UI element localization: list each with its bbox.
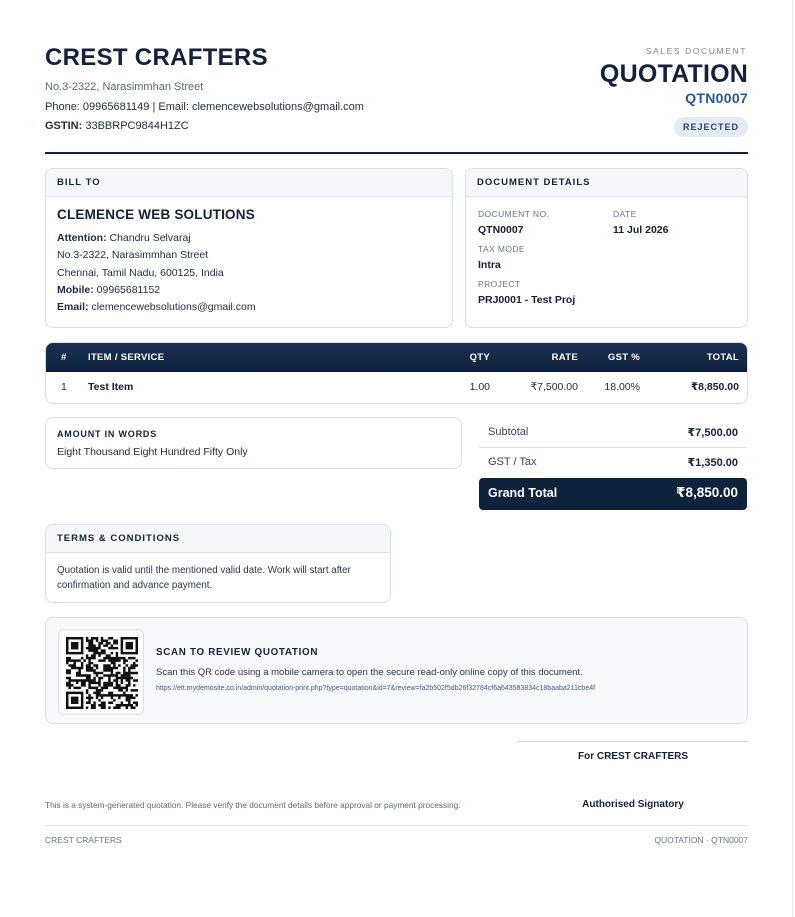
- qr-section: [45, 617, 748, 724]
- bill-to-card: [45, 168, 453, 328]
- signature-divider: [518, 741, 748, 742]
- email-label: Email:: [57, 301, 89, 313]
- project-value: PRJ0001 - Test Proj: [478, 294, 576, 306]
- tax-row: [479, 448, 747, 477]
- terms-text: Quotation is valid until the mentioned valid date. Work will start after confirmation and advance payment.: [57, 565, 351, 591]
- date-value: 11 Jul 2026: [613, 224, 669, 236]
- col-qty: QTY: [469, 352, 490, 363]
- details-heading: DOCUMENT DETAILS: [466, 169, 747, 197]
- terms-heading: TERMS & CONDITIONS: [46, 525, 390, 553]
- grand-total-row: [479, 478, 747, 510]
- grand-total-label: Grand Total: [488, 486, 558, 500]
- qr-title: SCAN TO REVIEW QUOTATION: [156, 647, 319, 658]
- tax-label: GST / Tax: [488, 456, 537, 468]
- amount-words-label: AMOUNT IN WORDS: [57, 429, 157, 439]
- status-badge: REJECTED: [674, 117, 748, 137]
- row-number: 1: [61, 381, 67, 393]
- page-edge: [792, 0, 793, 917]
- gstin-label: GSTIN:: [45, 120, 83, 132]
- document-title: QUOTATION: [599, 60, 748, 88]
- subtotal-label: Subtotal: [488, 426, 529, 438]
- footer-document: QUOTATION · QTN0007: [654, 835, 748, 845]
- footer-divider: [45, 825, 748, 826]
- company-contact: Phone: 09965681149 | Email: clemencewebsolutions@gmail.com: [45, 101, 364, 113]
- client-mobile: [57, 284, 160, 296]
- terms-card: [45, 524, 391, 603]
- mobile-value: 09965681152: [96, 284, 161, 296]
- col-total: TOTAL: [706, 352, 739, 363]
- col-item: ITEM / SERVICE: [88, 352, 165, 363]
- col-number: #: [61, 352, 67, 363]
- footer-company: CREST CRAFTERS: [45, 835, 122, 845]
- subtotal-row: [479, 418, 747, 447]
- client-name: CLEMENCE WEB SOLUTIONS: [57, 207, 255, 222]
- document-details-card: [465, 168, 748, 328]
- qr-review-link[interactable]: https://ett.mydemosite.co.in/admin/quotation-print.php?type=quotation&id=7&review=fa2b502f5db26f32784cf6a643583834c18baaba211cbe4f: [156, 685, 596, 692]
- mobile-label: Mobile:: [57, 284, 94, 296]
- col-gst: GST %: [607, 352, 640, 363]
- qr-code-frame[interactable]: [58, 629, 144, 715]
- company-address: No.3-2322, Narasimmhan Street: [45, 81, 204, 93]
- row-total: ₹8,850.00: [690, 381, 739, 393]
- row-rate: ₹7,500.00: [530, 381, 578, 393]
- doc-no-value: QTN0007: [478, 224, 524, 236]
- gstin-value: 33BBRPC9844H1ZC: [85, 120, 189, 132]
- company-name: CREST CRAFTERS: [45, 44, 268, 71]
- attention-value: Chandru Selvaraj: [109, 232, 191, 244]
- project-label: PROJECT: [478, 279, 521, 289]
- subtotal-value: ₹7,500.00: [687, 427, 738, 439]
- document-number: QTN0007: [685, 90, 748, 106]
- tax-mode-value: Intra: [478, 259, 501, 271]
- client-address-line1: No.3-2322, Narasimmhan Street: [57, 249, 209, 261]
- tax-value: ₹1,350.00: [687, 457, 738, 469]
- grand-total-value: ₹8,850.00: [676, 485, 738, 500]
- amount-words-card: [45, 417, 462, 469]
- signature-for: For CREST CRAFTERS: [578, 751, 688, 762]
- disclaimer-text: This is a system-generated quotation. Please verify the document details before approval or payment processing.: [45, 800, 461, 810]
- date-label: DATE: [613, 209, 637, 219]
- amount-words-value: Eight Thousand Eight Hundred Fifty Only: [57, 446, 248, 458]
- qr-description: Scan this QR code using a mobile camera to open the secure read-only online copy of this document.: [156, 667, 583, 678]
- client-email: [57, 301, 256, 313]
- client-attention: [57, 232, 191, 244]
- qr-code-icon[interactable]: [66, 637, 138, 709]
- doc-no-label: DOCUMENT NO.: [478, 209, 550, 219]
- document-kind: SALES DOCUMENT: [645, 46, 747, 56]
- items-header-row: [46, 343, 747, 372]
- row-item: Test Item: [88, 381, 134, 393]
- header-divider: [45, 152, 748, 154]
- authorised-signatory: Authorised Signatory: [582, 799, 684, 810]
- company-gstin: [45, 120, 189, 132]
- email-value: clemencewebsolutions@gmail.com: [91, 301, 256, 313]
- col-rate: RATE: [551, 352, 578, 363]
- row-qty: 1.00: [469, 381, 490, 393]
- items-table: [45, 342, 748, 404]
- tax-mode-label: TAX MODE: [478, 244, 525, 254]
- bill-to-heading: BILL TO: [46, 169, 452, 197]
- row-gst: 18.00%: [604, 381, 640, 393]
- attention-label: Attention:: [57, 232, 107, 244]
- client-address-line2: Chennai, Tamil Nadu, 600125, India: [57, 267, 224, 279]
